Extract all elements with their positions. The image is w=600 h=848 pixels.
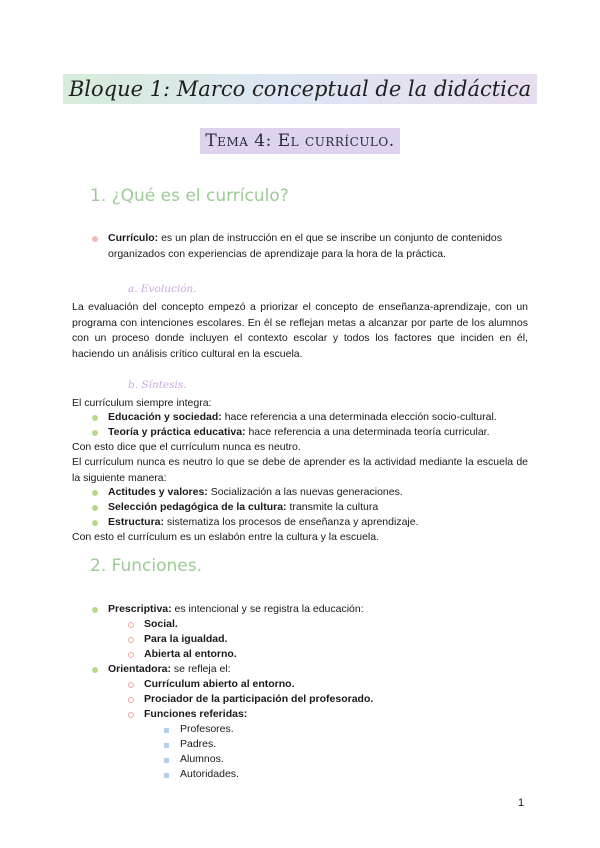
- ring-bullet: [128, 637, 134, 643]
- funciones-subsubitem: Padres.: [180, 738, 217, 750]
- sintesis-mid1: Con esto dice que el currículum nunca es neutro.: [72, 441, 301, 453]
- definition-line2: organizados con experiencias de aprendizaje para la hora de la práctica.: [108, 248, 446, 260]
- item-term: Selección pedagógica de la cultura:: [108, 501, 287, 513]
- sintesis-closing: Con esto el currículum es un eslabón entre la cultura y la escuela.: [72, 531, 379, 543]
- sintesis-item: [108, 500, 378, 515]
- bullet-dot: [92, 667, 98, 673]
- section2-heading: 2. Funciones.: [90, 556, 202, 576]
- page-subtitle: Tema 4: El currículo.: [200, 128, 399, 154]
- bullet-dot: [92, 505, 98, 511]
- definition-text: es un plan de instrucción en el que se inscribe un conjunto de contenidos: [158, 232, 502, 244]
- sintesis-item: [108, 485, 403, 500]
- prescriptiva-subitem: [144, 617, 178, 632]
- item-text: transmite la cultura: [286, 501, 379, 513]
- orientadora-subitem: [144, 707, 247, 722]
- evolucion-paragraph: La evaluación del concepto empezó a priorizar el concepto de enseñanza-aprendizaje, con un programa con intenciones escolares. En él se reflejan metas a alcanzar por parte de los alumnos con un proceso donde incluyen el contexto escolar y todos los factores que inciden en él, haciendo un análisis crítico cultural en la escuela.: [72, 301, 528, 360]
- funciones-subsubitem: Profesores.: [180, 723, 234, 735]
- bullet-dot: [92, 415, 98, 421]
- page-title: Bloque 1: Marco conceptual de la didáctica: [63, 74, 537, 104]
- definition-term: Currículo:: [108, 232, 159, 244]
- funciones-subsubitem: Autoridades.: [180, 768, 239, 780]
- orientadora-subitem: [144, 677, 295, 692]
- bullet-dot: [92, 490, 98, 496]
- item-term: Teoría y práctica educativa:: [108, 426, 246, 438]
- sintesis-intro: El currículum siempre integra:: [72, 397, 212, 409]
- section1-heading: 1. ¿Qué es el currículo?: [90, 186, 289, 206]
- ring-bullet: [128, 712, 134, 718]
- sintesis-item: [108, 515, 419, 530]
- item-text: es intencional y se registra la educación:: [171, 603, 364, 615]
- square-bullet: [164, 743, 169, 748]
- definition-line1: [108, 231, 502, 246]
- sintesis-heading: b. Síntesis.: [128, 379, 187, 391]
- item-text: se refleja el:: [171, 663, 231, 675]
- subitem-text: Currículum abierto al entorno.: [144, 678, 295, 690]
- prescriptiva-subitem: [144, 632, 227, 647]
- sintesis-mid2: El currículum nunca es neutro lo que se debe de aprender es la actividad mediante la escuela de la siguiente manera:: [72, 456, 528, 484]
- evolucion-heading: a. Evolución.: [128, 283, 197, 295]
- prescriptiva-item: [108, 602, 364, 617]
- item-text: sistematiza los procesos de enseñanza y aprendizaje.: [164, 516, 419, 528]
- item-text: hace referencia a una determinada elección socio-cultural.: [221, 411, 497, 423]
- bullet-dot: [92, 236, 98, 242]
- item-term: Prescriptiva:: [108, 603, 172, 615]
- square-bullet: [164, 773, 169, 778]
- page-number: 1: [518, 797, 525, 809]
- ring-bullet: [128, 682, 134, 688]
- ring-bullet: [128, 622, 134, 628]
- orientadora-subitem: [144, 692, 373, 707]
- bullet-dot: [92, 607, 98, 613]
- sintesis-item: [108, 410, 497, 425]
- orientadora-item: [108, 662, 231, 677]
- subitem-text: Prociador de la participación del profesorado.: [144, 693, 374, 705]
- subtitle-container: [0, 128, 600, 154]
- subitem-text: Funciones referidas:: [144, 708, 248, 720]
- item-term: Educación y sociedad:: [108, 411, 222, 423]
- item-text: Socialización a las nuevas generaciones.: [207, 486, 403, 498]
- square-bullet: [164, 758, 169, 763]
- funciones-subsubitem: Alumnos.: [180, 753, 224, 765]
- title-container: [0, 74, 600, 104]
- square-bullet: [164, 728, 169, 733]
- prescriptiva-subitem: [144, 647, 237, 662]
- ring-bullet: [128, 652, 134, 658]
- item-term: Estructura:: [108, 516, 165, 528]
- subitem-text: Social.: [144, 618, 178, 630]
- subitem-text: Abierta al entorno.: [144, 648, 237, 660]
- item-term: Orientadora:: [108, 663, 172, 675]
- subitem-text: Para la igualdad.: [144, 633, 228, 645]
- sintesis-item: [108, 425, 490, 440]
- item-text: hace referencia a una determinada teoría curricular.: [245, 426, 490, 438]
- bullet-dot: [92, 430, 98, 436]
- bullet-dot: [92, 520, 98, 526]
- ring-bullet: [128, 697, 134, 703]
- item-term: Actitudes y valores:: [108, 486, 208, 498]
